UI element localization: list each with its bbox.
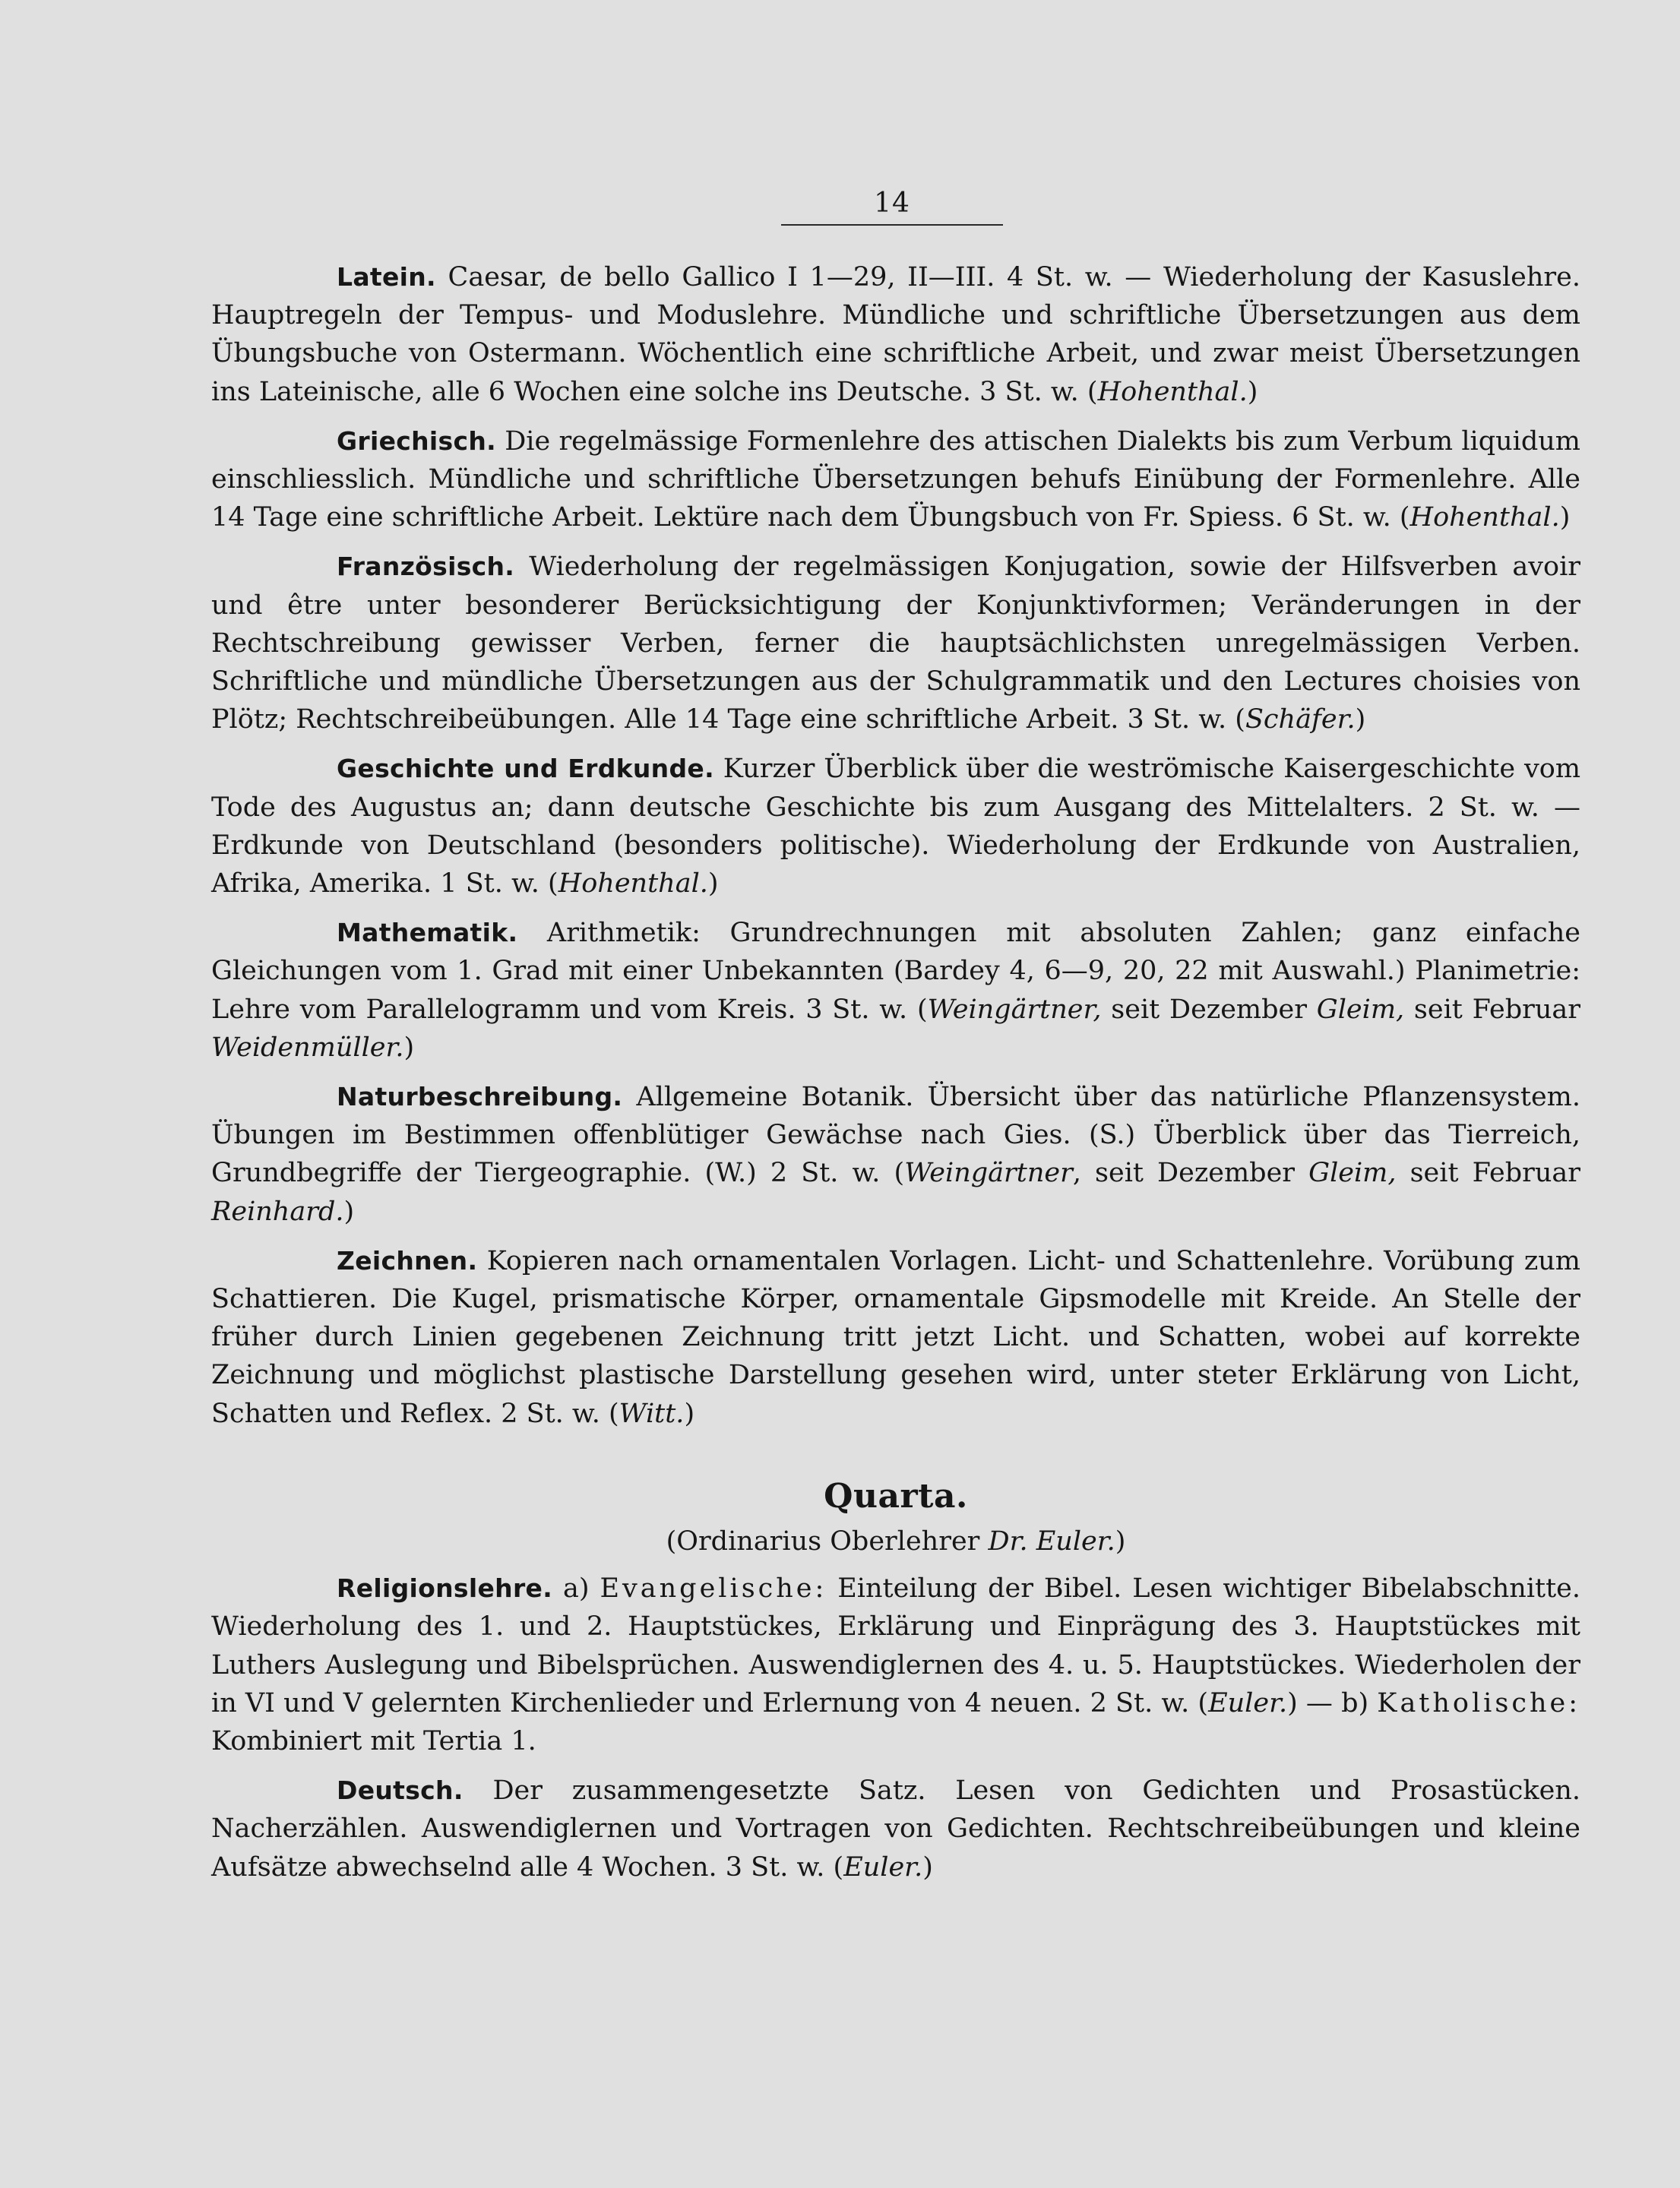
page-header xyxy=(781,186,1003,221)
paragraph-latein xyxy=(211,258,1580,411)
subject-heading: Geschichte und Erdkunde. xyxy=(337,754,714,784)
paragraph-text-mid: , seit Dezember xyxy=(1072,1158,1309,1189)
teacher-name: Weingärtner, xyxy=(927,994,1102,1025)
section-subtitle xyxy=(211,1522,1580,1560)
subtitle-tail: ) xyxy=(1115,1526,1126,1557)
subject-heading: Deutsch. xyxy=(337,1775,464,1806)
teacher-name: Gleim, xyxy=(1308,1158,1397,1189)
paragraph-text-mid: seit Dezember xyxy=(1101,994,1317,1025)
spaced-term: Katholische: xyxy=(1377,1687,1580,1718)
teacher-name: Reinhard. xyxy=(211,1196,344,1227)
teacher-name: Hohenthal. xyxy=(558,868,708,900)
section-title: Quarta. xyxy=(824,1476,968,1516)
page-number: 14 xyxy=(874,188,910,219)
paragraph-text: Kurzer Überblick über die weströmische Kaisergeschichte vom Tode des Augustus an; dann deutsche Geschichte bis zum Ausgang des Mittelalters. 2 St. w. — Erdkunde von Deutschland (besonders politische). Wiederholung der Erdkunde von Australien, Afrika, Amerika. 1 St. w. ( xyxy=(211,754,1581,900)
paragraph-text-mid: seit Februar xyxy=(1396,1158,1580,1189)
paragraph-text: Allgemeine Botanik. Übersicht über das natürliche Pflanzensystem. Übungen im Bestimmen offenblütiger Gewächse nach Gies. (S.) Überblick über das Tierreich, Grundbegriffe der Tiergeographie. (W.) 2 St. w. ( xyxy=(211,1082,1580,1189)
paragraph-tail: ) xyxy=(684,1398,695,1429)
paragraph-griechisch xyxy=(211,422,1580,537)
subject-heading: Religionslehre. xyxy=(337,1573,553,1604)
paragraph-geschichte xyxy=(211,750,1580,903)
paragraph-franzoesisch xyxy=(211,548,1580,738)
paragraph-tail: ) xyxy=(343,1196,355,1227)
paragraph-text-mid: seit Februar xyxy=(1404,994,1580,1025)
teacher-name: Weidenmüller. xyxy=(211,1032,404,1063)
teacher-name: Witt. xyxy=(619,1398,685,1429)
paragraph-text: Die regelmässige Formenlehre des attischen Dialekts bis zum Verbum liquidum einschliesslich. Mündliche und schriftliche Übersetzungen behufs Einübung der Formenlehre. Alle 14 Tage eine schriftliche Arbeit. Lektüre nach dem Übungsbuch von Fr. Spiess. 6 St. w. ( xyxy=(211,425,1580,533)
paragraph-naturbeschreibung xyxy=(211,1078,1580,1231)
paragraph-tail: ) xyxy=(403,1032,415,1063)
teacher-name: Hohenthal. xyxy=(1409,502,1560,533)
paragraph-mathematik xyxy=(211,914,1580,1067)
subtitle-text: (Ordinarius Oberlehrer xyxy=(666,1526,989,1557)
paragraph-zeichnen xyxy=(211,1242,1580,1433)
paragraph-tail: ) xyxy=(1247,376,1258,407)
paragraph-tail: ) xyxy=(922,1851,933,1883)
document-body xyxy=(211,258,1580,1898)
paragraph-label: a) xyxy=(552,1573,600,1605)
paragraph-tail: ) xyxy=(1355,704,1366,735)
section-heading-quarta xyxy=(211,1477,1580,1518)
teacher-name: Gleim, xyxy=(1316,994,1405,1025)
subject-heading: Zeichnen. xyxy=(337,1245,478,1276)
paragraph-text: Caesar, de bello Gallico I 1—29, II—III. 4 St. w. — Wiederholung der Kasuslehre. Hauptregeln der Tempus- und Moduslehre. Mündliche und schriftliche Übersetzungen aus dem Übungsbuche von Ostermann. Wöchentlich eine schriftliche Arbeit, und zwar meist Übersetzungen ins Lateinische, alle 6 Wochen eine solche ins Deutsche. 3 St. w. ( xyxy=(211,262,1580,407)
paragraph-text: Arithmetik: Grundrechnungen mit absoluten Zahlen; ganz einfache Gleichungen vom 1. Grad mit einer Unbekannten (Bardey 4, 6—9, 20, 22 mit Auswahl.) Planimetrie: Lehre vom Parallelogramm und vom Kreis. 3 St. w. ( xyxy=(211,918,1580,1025)
paragraph-text: Einteilung der Bibel. Lesen wichtiger Bibelabschnitte. Wiederholung des 1. und 2. Hauptstückes, Erklärung und Einprägung des 3. Hauptstückes mit Luthers Auslegung und Bibelsprüchen. Auswendiglernen des 4. u. 5. Hauptstückes. Wiederholen der in VI und V gelernten Kirchenlieder und Erlernung von 4 neuen. 2 St. w. ( xyxy=(211,1573,1580,1718)
teacher-name: Euler. xyxy=(1208,1687,1288,1718)
paragraph-tail: ) xyxy=(1559,502,1571,533)
paragraph-religionslehre xyxy=(211,1570,1580,1760)
header-rule xyxy=(781,224,1003,226)
subject-heading: Naturbeschreibung. xyxy=(337,1082,623,1112)
paragraph-deutsch xyxy=(211,1772,1580,1886)
teacher-name: Hohenthal. xyxy=(1097,376,1248,407)
spaced-term: Evangelische: xyxy=(600,1573,827,1605)
subject-heading: Griechisch. xyxy=(337,425,496,456)
subject-heading: Mathematik. xyxy=(337,918,518,948)
teacher-name: Dr. Euler. xyxy=(988,1526,1115,1557)
subject-heading: Französisch. xyxy=(337,552,515,582)
teacher-name: Euler. xyxy=(843,1851,923,1883)
subject-heading: Latein. xyxy=(337,262,436,292)
teacher-name: Schäfer. xyxy=(1245,704,1356,735)
paragraph-tail: Kombiniert mit Tertia 1. xyxy=(211,1725,536,1756)
paragraph-text: Wiederholung der regelmässigen Konjugation, sowie der Hilfsverben avoir und être unter besonderer Berücksichtigung der Konjunktivformen; Veränderungen in der Rechtschreibung gewisser Verben, ferner die hauptsächlichsten unregelmässigen Verben. Schriftliche und mündliche Übersetzungen aus der Schulgrammatik und den Lectures choisies von Plötz; Rechtschreibeübungen. Alle 14 Tage eine schriftliche Arbeit. 3 St. w. ( xyxy=(211,552,1580,735)
paragraph-tail: ) xyxy=(707,868,719,900)
paragraph-text: Der zusammengesetzte Satz. Lesen von Gedichten und Prosastücken. Nacherzählen. Auswendiglernen und Vortragen von Gedichten. Rechtschreibeübungen und kleine Aufsätze abwechselnd alle 4 Wochen. 3 St. w. ( xyxy=(211,1775,1580,1883)
paragraph-text-mid: ) — b) xyxy=(1287,1687,1378,1718)
teacher-name: Weingärtner xyxy=(904,1158,1073,1189)
paragraph-text: Kopieren nach ornamentalen Vorlagen. Licht- und Schattenlehre. Vorübung zum Schattieren. Die Kugel, prismatische Körper, ornamentale Gipsmodelle mit Kreide. An Stelle der früher durch Linien gegebenen Zeichnung tritt jetzt Licht. und Schatten, wobei auf korrekte Zeichnung und möglichst plastische Darstellung gesehen wird, unter steter Erklärung von Licht, Schatten und Reflex. 2 St. w. ( xyxy=(211,1245,1580,1429)
